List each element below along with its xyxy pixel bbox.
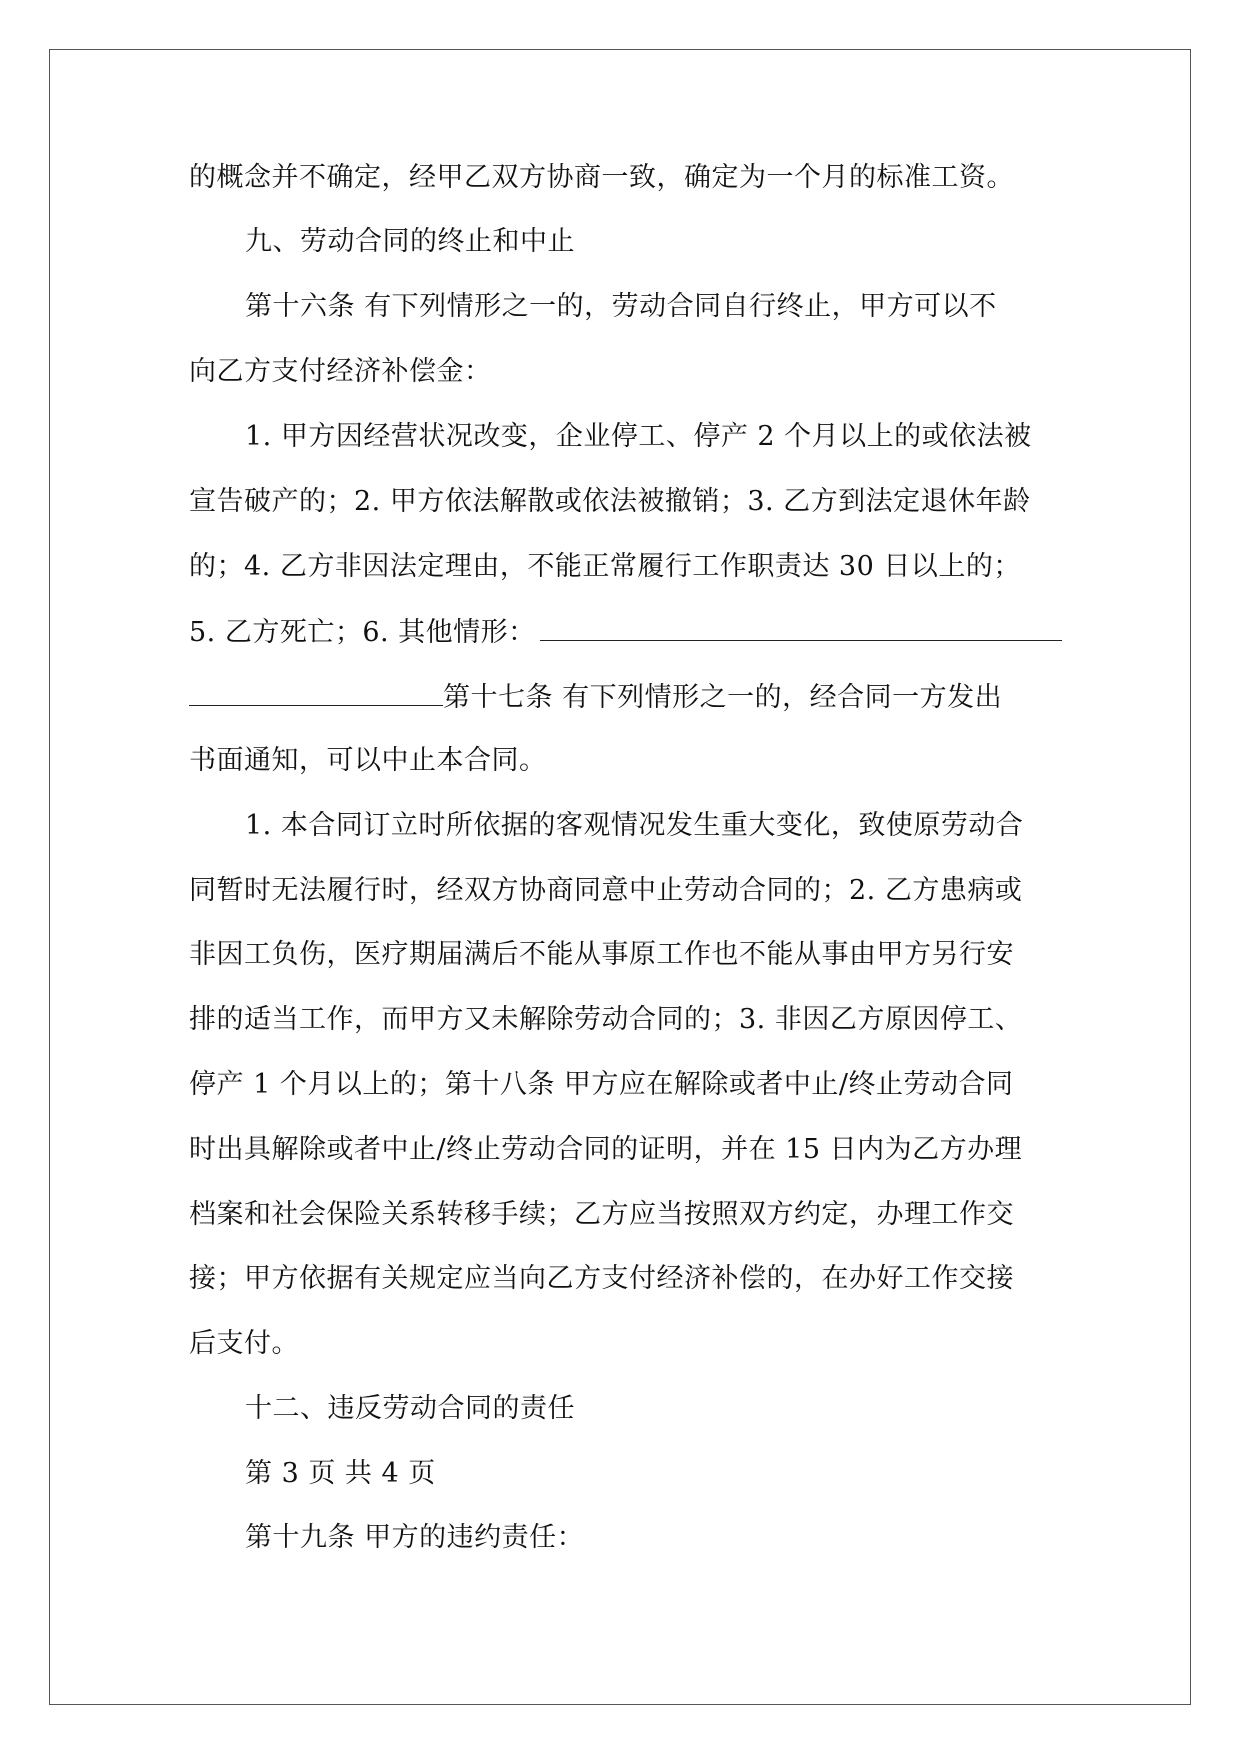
article-19-heading: 第十九条 甲方的违约责任： (245, 1522, 585, 1553)
text-line-8 (189, 613, 1062, 651)
text-line-14: 排的适当工作，而甲方又未解除劳动合同的；3. 非因乙方原因停工、 (189, 1004, 1023, 1035)
fill-in-blank-line (189, 678, 443, 706)
text-line-19: 后支付。 (189, 1328, 299, 1359)
text-line-6: 宣告破产的；2. 甲方依法解散或依法被撤销；3. 乙方到法定退休年龄 (189, 486, 1031, 517)
text-line-18: 接；甲方依据有关规定应当向乙方支付经济补偿的，在办好工作交接 (189, 1263, 1014, 1294)
fill-in-blank-line (540, 613, 1062, 641)
text-line-10: 书面通知，可以中止本合同。 (189, 745, 547, 776)
text-line-1: 的概念并不确定，经甲乙双方协商一致，确定为一个月的标准工资。 (189, 162, 1014, 193)
text-line-13: 非因工负伤，医疗期届满后不能从事原工作也不能从事由甲方另行安 (189, 939, 1014, 970)
other-circumstances-label: 5. 乙方死亡；6. 其他情形： (189, 617, 536, 648)
text-line-15: 停产 1 个月以上的；第十八条 甲方应在解除或者中止/终止劳动合同 (189, 1069, 1014, 1100)
page-number: 第 3 页 共 4 页 (245, 1458, 436, 1489)
section-heading-12: 十二、违反劳动合同的责任 (245, 1393, 575, 1424)
article-16-line-2: 向乙方支付经济补偿金： (189, 356, 492, 387)
text-line-12: 同暂时无法履行时，经双方协商同意中止劳动合同的；2. 乙方患病或 (189, 875, 1023, 906)
article-16-line-1: 第十六条 有下列情形之一的，劳动合同自行终止，甲方可以不 (245, 291, 997, 322)
text-line-11: 1. 本合同订立时所依据的客观情况发生重大变化，致使原劳动合 (245, 810, 1024, 841)
article-17-heading: 第十七条 有下列情形之一的，经合同一方发出 (443, 682, 1003, 713)
text-line-5: 1. 甲方因经营状况改变，企业停工、停产 2 个月以上的或依法被 (245, 421, 1032, 452)
text-line-9 (189, 678, 1002, 716)
text-line-17: 档案和社会保险关系转移手续；乙方应当按照双方约定，办理工作交 (189, 1199, 1014, 1230)
text-line-16: 时出具解除或者中止/终止劳动合同的证明，并在 15 日内为乙方办理 (189, 1134, 1023, 1165)
section-heading-9: 九、劳动合同的终止和中止 (245, 226, 575, 257)
text-line-7: 的；4. 乙方非因法定理由，不能正常履行工作职责达 30 日以上的； (189, 551, 1021, 582)
